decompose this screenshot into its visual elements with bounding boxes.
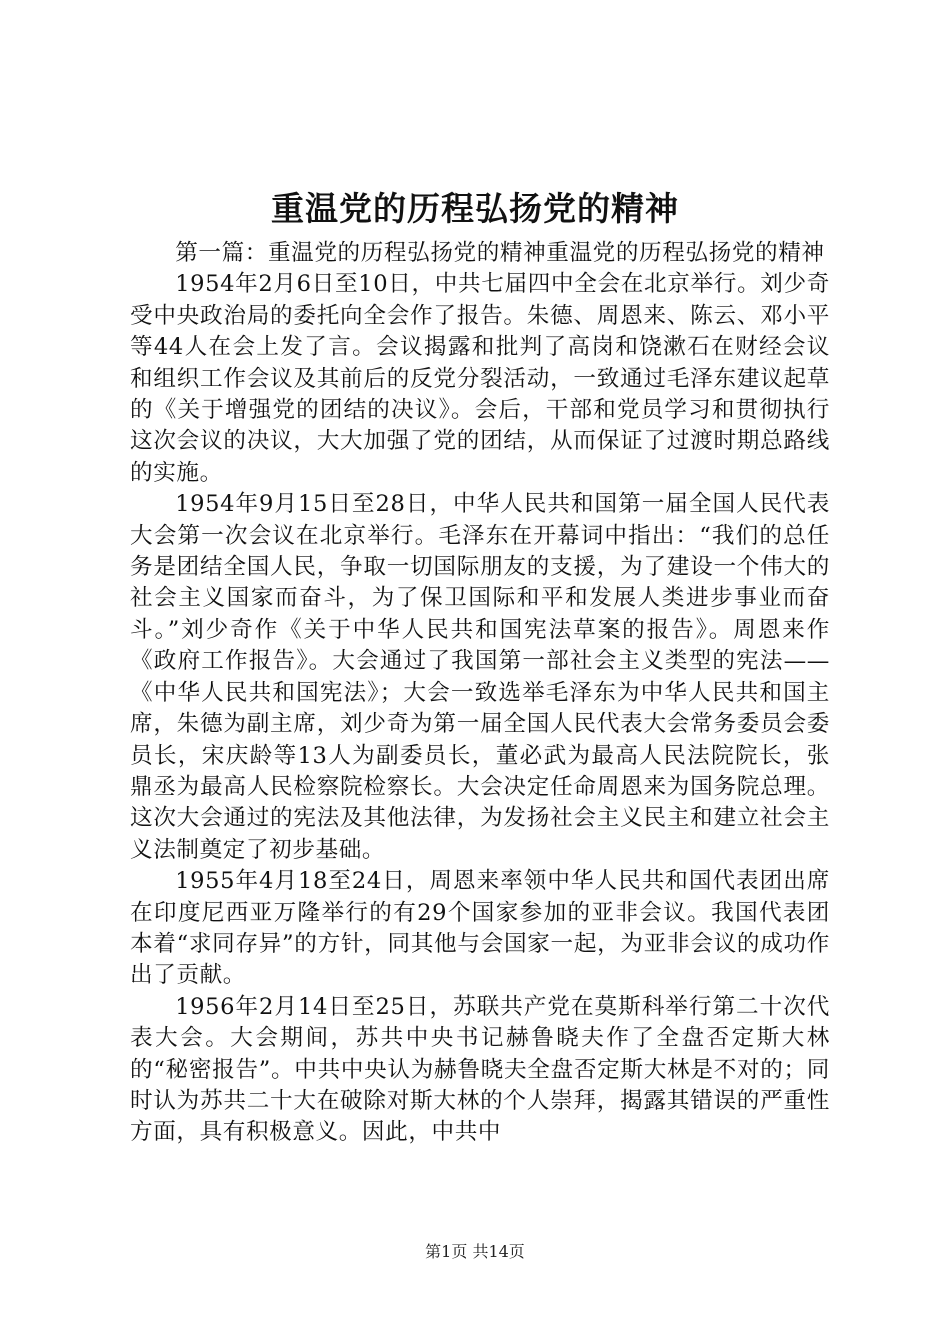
paragraph: 1955年4月18至24日，周恩来率领中华人民共和国代表团出席在印度尼西亚万隆举行的有29个国家参加的亚非会议。我国代表团本着“求同存异”的方针，同其他与会国家一起，为亚非会议的成功作出了贡献。	[130, 868, 830, 989]
paragraph: 1954年9月15日至28日，中华人民共和国第一届全国人民代表大会第一次会议在北京举行。毛泽东在开幕词中指出：“我们的总任务是团结全国人民，争取一切国际朋友的支援，为了建设一个伟大的社会主义国家而奋斗，为了保卫国际和平和发展人类进步事业而奋斗。”刘少奇作《关于中华人民共和国宪法草案的报告》。周恩来作《政府工作报告》。大会通过了我国第一部社会主义类型的宪法——《中华人民共和国宪法》；大会一致选举毛泽东为中华人民共和国主席，朱德为副主席，刘少奇为第一届全国人民代表大会常务委员会委员长，宋庆龄等13人为副委员长，董必武为最高人民法院院长，张鼎丞为最高人民检察院检察长。大会决定任命周恩来为国务院总理。这次大会通过的宪法及其他法律，为发扬社会主义民主和建立社会主义法制奠定了初步基础。	[130, 491, 830, 863]
paragraph: 1956年2月14日至25日，苏联共产党在莫斯科举行第二十次代表大会。大会期间，苏共中央书记赫鲁晓夫作了全盘否定斯大林的“秘密报告”。中共中央认为赫鲁晓夫全盘否定斯大林是不对的；同时认为苏共二十大在破除对斯大林的个人崇拜，揭露其错误的严重性方面，具有积极意义。因此，中共中	[130, 993, 830, 1146]
paragraph: 第一篇：重温党的历程弘扬党的精神重温党的历程弘扬党的精神	[175, 240, 825, 266]
document-title: 重温党的历程弘扬党的精神	[271, 189, 679, 228]
paragraph: 1954年2月6日至10日，中共七届四中全会在北京举行。刘少奇受中央政治局的委托向全会作了报告。朱德、周恩来、陈云、邓小平等44人在会上发了言。会议揭露和批判了高岗和饶漱石在财经会议和组织工作会议及其前后的反党分裂活动，一致通过毛泽东建议起草的《关于增强党的团结的决议》。会后，干部和党员学习和贯彻执行这次会议的决议，大大加强了党的团结，从而保证了过渡时期总路线的实施。	[130, 271, 830, 486]
page-number-footer: 第1页 共14页	[425, 1242, 525, 1261]
document-body	[130, 238, 830, 1149]
